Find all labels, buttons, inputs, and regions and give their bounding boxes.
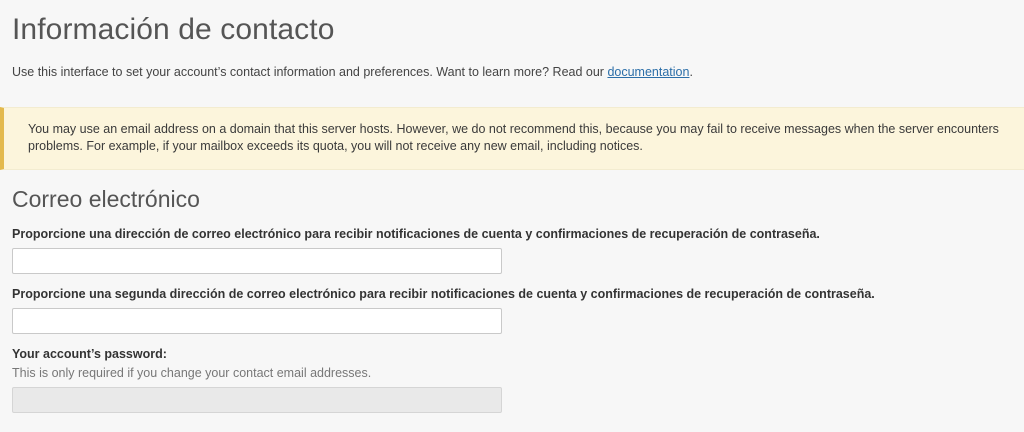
warning-notice: [0, 107, 1024, 170]
primary-email-label: Proporcione una dirección de correo electrónico para recibir notificaciones de cuenta y confirmaciones de recuperación de contraseña.: [12, 227, 820, 241]
secondary-email-input[interactable]: [12, 308, 502, 334]
secondary-email-label: Proporcione una segunda dirección de correo electrónico para recibir notificaciones de cuenta y confirmaciones de recuperación de contraseña.: [12, 287, 875, 301]
account-password-hint: This is only required if you change your contact email addresses.: [12, 366, 372, 380]
warning-notice-text: You may use an email address on a domain that this server hosts. However, we do not recommend this, because you may fail to receive messages when the server encounters problems. For example, if your mailbox exceeds its quota, you will not receive any new email, including notices.: [28, 122, 999, 153]
intro-text-after: .: [689, 65, 693, 79]
primary-email-input[interactable]: [12, 248, 502, 274]
documentation-link[interactable]: documentation: [607, 65, 690, 79]
intro-text-before: Use this interface to set your account’s contact information and preferences. Want to learn more? Read our: [12, 65, 608, 79]
account-password-input[interactable]: [12, 387, 502, 413]
account-password-label: Your account’s password:: [12, 347, 167, 361]
page-intro: [12, 64, 1012, 80]
email-section-heading: Correo electrónico: [12, 186, 200, 212]
page-title: Información de contacto: [12, 13, 335, 46]
